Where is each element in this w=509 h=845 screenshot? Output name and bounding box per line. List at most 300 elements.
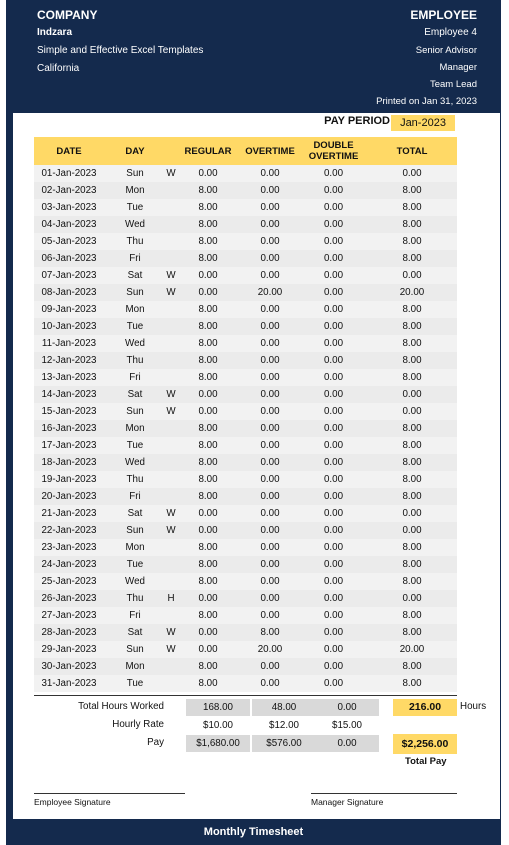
- cell-double-overtime[interactable]: 0.00: [300, 352, 367, 369]
- cell-total[interactable]: 0.00: [367, 403, 457, 420]
- cell-regular[interactable]: 8.00: [176, 488, 240, 505]
- cell-day[interactable]: Sun: [104, 522, 166, 539]
- cell-double-overtime[interactable]: 0.00: [300, 301, 367, 318]
- table-row: [34, 182, 457, 199]
- cell-double-overtime[interactable]: 0.00: [300, 267, 367, 284]
- cell-flag[interactable]: [166, 454, 176, 471]
- cell-regular[interactable]: 8.00: [176, 437, 240, 454]
- cell-double-overtime[interactable]: 0.00: [300, 216, 367, 233]
- cell-flag[interactable]: [166, 675, 176, 692]
- col-overtime: OVERTIME: [240, 137, 300, 165]
- cell-date[interactable]: 08-Jan-2023: [34, 284, 104, 301]
- cell-regular[interactable]: 8.00: [176, 539, 240, 556]
- cell-overtime[interactable]: 0.00: [240, 250, 300, 267]
- rate-overtime: $12.00: [252, 717, 316, 734]
- cell-flag[interactable]: [166, 556, 176, 573]
- cell-total[interactable]: 20.00: [367, 641, 457, 658]
- cell-day[interactable]: Thu: [104, 471, 166, 488]
- cell-day[interactable]: Wed: [104, 573, 166, 590]
- cell-double-overtime[interactable]: 0.00: [300, 233, 367, 250]
- employee-title: Senior Advisor: [415, 45, 477, 56]
- footer-title: Monthly Timesheet: [203, 826, 304, 838]
- cell-regular[interactable]: 8.00: [176, 573, 240, 590]
- cell-overtime[interactable]: 0.00: [240, 199, 300, 216]
- cell-date[interactable]: 03-Jan-2023: [34, 199, 104, 216]
- cell-flag[interactable]: [166, 607, 176, 624]
- cell-total[interactable]: 8.00: [367, 369, 457, 386]
- col-day: DAY: [104, 137, 166, 165]
- cell-date[interactable]: 09-Jan-2023: [34, 301, 104, 318]
- cell-total[interactable]: 8.00: [367, 318, 457, 335]
- cell-date[interactable]: 15-Jan-2023: [34, 403, 104, 420]
- cell-regular[interactable]: 8.00: [176, 182, 240, 199]
- employee-block: [376, 6, 477, 110]
- cell-total[interactable]: 8.00: [367, 675, 457, 692]
- cell-day[interactable]: Fri: [104, 369, 166, 386]
- rate-regular: $10.00: [186, 717, 250, 734]
- cell-overtime[interactable]: 0.00: [240, 420, 300, 437]
- cell-day[interactable]: Mon: [104, 182, 166, 199]
- cell-total[interactable]: 20.00: [367, 284, 457, 301]
- table-row: [34, 369, 457, 386]
- cell-flag[interactable]: H: [166, 590, 176, 607]
- cell-double-overtime[interactable]: 0.00: [300, 250, 367, 267]
- cell-overtime[interactable]: 20.00: [240, 641, 300, 658]
- cell-overtime[interactable]: 0.00: [240, 539, 300, 556]
- cell-day[interactable]: Sat: [104, 624, 166, 641]
- total-hours-label: Total Hours Worked: [78, 701, 164, 712]
- employee-heading: EMPLOYEE: [410, 8, 477, 22]
- table-row: [34, 420, 457, 437]
- cell-regular[interactable]: 0.00: [176, 284, 240, 301]
- company-tagline: Simple and Effective Excel Templates: [37, 45, 204, 56]
- cell-regular[interactable]: 8.00: [176, 335, 240, 352]
- total-pay-label: Total Pay: [405, 756, 447, 767]
- table-row: [34, 454, 457, 471]
- cell-total[interactable]: 8.00: [367, 573, 457, 590]
- total-overtime-hours: 48.00: [252, 699, 316, 716]
- cell-flag[interactable]: W: [166, 522, 176, 539]
- table-row: [34, 624, 457, 641]
- cell-flag[interactable]: [166, 301, 176, 318]
- cell-overtime[interactable]: 0.00: [240, 233, 300, 250]
- cell-total[interactable]: 8.00: [367, 454, 457, 471]
- cell-double-overtime[interactable]: 0.00: [300, 182, 367, 199]
- cell-day[interactable]: Mon: [104, 420, 166, 437]
- cell-total[interactable]: 0.00: [367, 522, 457, 539]
- cell-overtime[interactable]: 0.00: [240, 216, 300, 233]
- cell-double-overtime[interactable]: 0.00: [300, 675, 367, 692]
- table-row: [34, 301, 457, 318]
- cell-overtime[interactable]: 0.00: [240, 675, 300, 692]
- cell-double-overtime[interactable]: 0.00: [300, 539, 367, 556]
- cell-total[interactable]: 8.00: [367, 658, 457, 675]
- cell-double-overtime[interactable]: 0.00: [300, 437, 367, 454]
- cell-day[interactable]: Tue: [104, 437, 166, 454]
- cell-day[interactable]: Tue: [104, 675, 166, 692]
- pay-label: Pay: [147, 737, 164, 748]
- cell-overtime[interactable]: 20.00: [240, 284, 300, 301]
- cell-total[interactable]: 8.00: [367, 250, 457, 267]
- cell-date[interactable]: 06-Jan-2023: [34, 250, 104, 267]
- company-name: Indzara: [37, 27, 73, 38]
- cell-flag[interactable]: W: [166, 386, 176, 403]
- cell-double-overtime[interactable]: 0.00: [300, 369, 367, 386]
- cell-flag[interactable]: [166, 352, 176, 369]
- col-double-overtime: DOUBLE OVERTIME: [300, 137, 367, 165]
- cell-flag[interactable]: W: [166, 165, 176, 182]
- cell-overtime[interactable]: 0.00: [240, 403, 300, 420]
- total-pay-value: $2,256.00: [393, 734, 457, 754]
- cell-overtime[interactable]: 0.00: [240, 352, 300, 369]
- cell-date[interactable]: 30-Jan-2023: [34, 658, 104, 675]
- timesheet-table: [34, 137, 457, 692]
- cell-date[interactable]: 29-Jan-2023: [34, 641, 104, 658]
- cell-overtime[interactable]: 0.00: [240, 386, 300, 403]
- hours-unit: Hours: [460, 701, 487, 712]
- pay-double: 0.00: [315, 735, 379, 752]
- cell-regular[interactable]: 8.00: [176, 420, 240, 437]
- col-total: TOTAL: [367, 137, 457, 165]
- cell-flag[interactable]: W: [166, 624, 176, 641]
- cell-regular[interactable]: 8.00: [176, 250, 240, 267]
- table-row: [34, 437, 457, 454]
- cell-double-overtime[interactable]: 0.00: [300, 522, 367, 539]
- cell-day[interactable]: Sun: [104, 641, 166, 658]
- cell-day[interactable]: Fri: [104, 607, 166, 624]
- table-row: [34, 318, 457, 335]
- cell-overtime[interactable]: 0.00: [240, 573, 300, 590]
- cell-date[interactable]: 23-Jan-2023: [34, 539, 104, 556]
- cell-double-overtime[interactable]: 0.00: [300, 607, 367, 624]
- cell-day[interactable]: Sun: [104, 165, 166, 182]
- col-regular: REGULAR: [176, 137, 240, 165]
- cell-day[interactable]: Fri: [104, 250, 166, 267]
- rate-double: $15.00: [315, 717, 379, 734]
- cell-total[interactable]: 8.00: [367, 488, 457, 505]
- cell-total[interactable]: 8.00: [367, 335, 457, 352]
- pay-period-label: PAY PERIOD: [324, 115, 390, 127]
- cell-double-overtime[interactable]: 0.00: [300, 454, 367, 471]
- table-row: [34, 165, 457, 182]
- employee-team-lead: Team Lead: [429, 79, 477, 90]
- cell-total[interactable]: 8.00: [367, 216, 457, 233]
- cell-day[interactable]: Mon: [104, 539, 166, 556]
- cell-date[interactable]: 28-Jan-2023: [34, 624, 104, 641]
- manager-signature-line: [311, 793, 457, 794]
- cell-flag[interactable]: [166, 199, 176, 216]
- cell-regular[interactable]: 8.00: [176, 607, 240, 624]
- cell-flag[interactable]: [166, 335, 176, 352]
- cell-date[interactable]: 18-Jan-2023: [34, 454, 104, 471]
- printed-date: Printed on Jan 31, 2023: [376, 96, 477, 107]
- cell-total[interactable]: 8.00: [367, 539, 457, 556]
- cell-total[interactable]: 0.00: [367, 386, 457, 403]
- cell-total[interactable]: 8.00: [367, 420, 457, 437]
- cell-day[interactable]: Tue: [104, 318, 166, 335]
- cell-day[interactable]: Wed: [104, 454, 166, 471]
- total-regular-hours: 168.00: [186, 699, 250, 716]
- cell-flag[interactable]: [166, 233, 176, 250]
- cell-date[interactable]: 22-Jan-2023: [34, 522, 104, 539]
- col-flag: [166, 137, 176, 165]
- table-row: [34, 284, 457, 301]
- cell-day[interactable]: Wed: [104, 216, 166, 233]
- table-row: [34, 556, 457, 573]
- timesheet-body: [34, 165, 457, 692]
- cell-day[interactable]: Sun: [104, 284, 166, 301]
- cell-overtime[interactable]: 0.00: [240, 607, 300, 624]
- cell-date[interactable]: 14-Jan-2023: [34, 386, 104, 403]
- company-block: [37, 6, 203, 78]
- cell-regular[interactable]: 0.00: [176, 641, 240, 658]
- cell-overtime[interactable]: 0.00: [240, 471, 300, 488]
- col-date: DATE: [34, 137, 104, 165]
- cell-date[interactable]: 05-Jan-2023: [34, 233, 104, 250]
- cell-day[interactable]: Sun: [104, 403, 166, 420]
- cell-regular[interactable]: 8.00: [176, 301, 240, 318]
- cell-flag[interactable]: [166, 420, 176, 437]
- cell-day[interactable]: Tue: [104, 199, 166, 216]
- cell-day[interactable]: Fri: [104, 488, 166, 505]
- cell-double-overtime[interactable]: 0.00: [300, 641, 367, 658]
- employee-name: Employee 4: [424, 27, 477, 38]
- cell-flag[interactable]: W: [166, 284, 176, 301]
- cell-double-overtime[interactable]: 0.00: [300, 573, 367, 590]
- cell-regular[interactable]: 0.00: [176, 403, 240, 420]
- cell-date[interactable]: 10-Jan-2023: [34, 318, 104, 335]
- summary-divider: [34, 695, 457, 696]
- company-location: California: [37, 63, 80, 74]
- cell-day[interactable]: Wed: [104, 335, 166, 352]
- cell-double-overtime[interactable]: 0.00: [300, 403, 367, 420]
- cell-date[interactable]: 11-Jan-2023: [34, 335, 104, 352]
- cell-regular[interactable]: 8.00: [176, 556, 240, 573]
- cell-flag[interactable]: W: [166, 403, 176, 420]
- pay-period: [13, 115, 500, 131]
- cell-total[interactable]: 0.00: [367, 590, 457, 607]
- pay-period-value[interactable]: Jan-2023: [391, 115, 455, 131]
- cell-flag[interactable]: [166, 182, 176, 199]
- cell-flag[interactable]: [166, 437, 176, 454]
- summary-row-hours: [13, 699, 500, 716]
- cell-total[interactable]: 8.00: [367, 199, 457, 216]
- cell-day[interactable]: Sat: [104, 505, 166, 522]
- summary-row-rate: [13, 717, 500, 734]
- table-row: [34, 352, 457, 369]
- cell-total[interactable]: 8.00: [367, 437, 457, 454]
- cell-regular[interactable]: 8.00: [176, 658, 240, 675]
- cell-flag[interactable]: [166, 539, 176, 556]
- cell-flag[interactable]: [166, 658, 176, 675]
- cell-flag[interactable]: [166, 369, 176, 386]
- table-header-row: [34, 137, 457, 165]
- cell-double-overtime[interactable]: 0.00: [300, 624, 367, 641]
- cell-double-overtime[interactable]: 0.00: [300, 488, 367, 505]
- cell-regular[interactable]: 8.00: [176, 454, 240, 471]
- summary-row-total-pay: [13, 754, 500, 771]
- table-row: [34, 505, 457, 522]
- cell-total[interactable]: 8.00: [367, 471, 457, 488]
- cell-date[interactable]: 25-Jan-2023: [34, 573, 104, 590]
- cell-day[interactable]: Mon: [104, 301, 166, 318]
- pay-overtime: $576.00: [252, 735, 316, 752]
- cell-date[interactable]: 31-Jan-2023: [34, 675, 104, 692]
- cell-double-overtime[interactable]: 0.00: [300, 658, 367, 675]
- total-double-hours: 0.00: [315, 699, 379, 716]
- cell-flag[interactable]: [166, 318, 176, 335]
- cell-total[interactable]: 8.00: [367, 233, 457, 250]
- cell-day[interactable]: Thu: [104, 233, 166, 250]
- table-row: [34, 641, 457, 658]
- cell-regular[interactable]: 0.00: [176, 590, 240, 607]
- cell-overtime[interactable]: 0.00: [240, 454, 300, 471]
- cell-double-overtime[interactable]: 0.00: [300, 420, 367, 437]
- total-hours-value: 216.00: [393, 699, 457, 716]
- cell-regular[interactable]: 0.00: [176, 165, 240, 182]
- cell-double-overtime[interactable]: 0.00: [300, 284, 367, 301]
- cell-total[interactable]: 8.00: [367, 352, 457, 369]
- cell-overtime[interactable]: 0.00: [240, 335, 300, 352]
- cell-total[interactable]: 8.00: [367, 607, 457, 624]
- cell-overtime[interactable]: 0.00: [240, 165, 300, 182]
- cell-overtime[interactable]: 8.00: [240, 624, 300, 641]
- cell-total[interactable]: 8.00: [367, 182, 457, 199]
- summary-row-pay: [13, 735, 500, 752]
- cell-flag[interactable]: [166, 573, 176, 590]
- table-row: [34, 573, 457, 590]
- cell-overtime[interactable]: 0.00: [240, 437, 300, 454]
- cell-date[interactable]: 26-Jan-2023: [34, 590, 104, 607]
- cell-overtime[interactable]: 0.00: [240, 590, 300, 607]
- table-row: [34, 488, 457, 505]
- cell-date[interactable]: 01-Jan-2023: [34, 165, 104, 182]
- cell-day[interactable]: Sat: [104, 386, 166, 403]
- cell-regular[interactable]: 0.00: [176, 267, 240, 284]
- cell-regular[interactable]: 8.00: [176, 369, 240, 386]
- cell-regular[interactable]: 8.00: [176, 352, 240, 369]
- cell-overtime[interactable]: 0.00: [240, 182, 300, 199]
- cell-double-overtime[interactable]: 0.00: [300, 505, 367, 522]
- timesheet-sheet: [13, 113, 500, 819]
- cell-double-overtime[interactable]: 0.00: [300, 165, 367, 182]
- table-row: [34, 216, 457, 233]
- cell-flag[interactable]: W: [166, 267, 176, 284]
- cell-flag[interactable]: [166, 471, 176, 488]
- cell-flag[interactable]: W: [166, 505, 176, 522]
- cell-overtime[interactable]: 0.00: [240, 505, 300, 522]
- cell-overtime[interactable]: 0.00: [240, 301, 300, 318]
- table-row: [34, 267, 457, 284]
- cell-flag[interactable]: [166, 250, 176, 267]
- cell-date[interactable]: 27-Jan-2023: [34, 607, 104, 624]
- cell-total[interactable]: 8.00: [367, 624, 457, 641]
- cell-date[interactable]: 07-Jan-2023: [34, 267, 104, 284]
- cell-day[interactable]: Tue: [104, 556, 166, 573]
- employee-signature: [34, 793, 185, 807]
- cell-day[interactable]: Sat: [104, 267, 166, 284]
- cell-overtime[interactable]: 0.00: [240, 318, 300, 335]
- cell-regular[interactable]: 8.00: [176, 471, 240, 488]
- cell-date[interactable]: 19-Jan-2023: [34, 471, 104, 488]
- manager-signature: [311, 793, 457, 807]
- table-row: [34, 403, 457, 420]
- table-row: [34, 539, 457, 556]
- cell-flag[interactable]: W: [166, 641, 176, 658]
- cell-overtime[interactable]: 0.00: [240, 556, 300, 573]
- cell-date[interactable]: 24-Jan-2023: [34, 556, 104, 573]
- cell-date[interactable]: 21-Jan-2023: [34, 505, 104, 522]
- table-row: [34, 522, 457, 539]
- employee-signature-line: [34, 793, 185, 794]
- cell-flag[interactable]: [166, 488, 176, 505]
- cell-regular[interactable]: 8.00: [176, 675, 240, 692]
- cell-regular[interactable]: 8.00: [176, 318, 240, 335]
- cell-double-overtime[interactable]: 0.00: [300, 386, 367, 403]
- table-row: [34, 471, 457, 488]
- cell-regular[interactable]: 0.00: [176, 505, 240, 522]
- cell-day[interactable]: Thu: [104, 352, 166, 369]
- cell-double-overtime[interactable]: 0.00: [300, 335, 367, 352]
- hourly-rate-label: Hourly Rate: [112, 719, 164, 730]
- cell-double-overtime[interactable]: 0.00: [300, 199, 367, 216]
- table-row: [34, 658, 457, 675]
- cell-total[interactable]: 8.00: [367, 556, 457, 573]
- cell-double-overtime[interactable]: 0.00: [300, 471, 367, 488]
- cell-day[interactable]: Thu: [104, 590, 166, 607]
- cell-date[interactable]: 02-Jan-2023: [34, 182, 104, 199]
- cell-regular[interactable]: 0.00: [176, 386, 240, 403]
- cell-date[interactable]: 20-Jan-2023: [34, 488, 104, 505]
- cell-double-overtime[interactable]: 0.00: [300, 318, 367, 335]
- table-row: [34, 590, 457, 607]
- cell-regular[interactable]: 0.00: [176, 522, 240, 539]
- cell-total[interactable]: 8.00: [367, 301, 457, 318]
- cell-day[interactable]: Mon: [104, 658, 166, 675]
- table-row: [34, 250, 457, 267]
- cell-overtime[interactable]: 0.00: [240, 369, 300, 386]
- table-row: [34, 607, 457, 624]
- cell-double-overtime[interactable]: 0.00: [300, 556, 367, 573]
- cell-total[interactable]: 0.00: [367, 267, 457, 284]
- cell-overtime[interactable]: 0.00: [240, 522, 300, 539]
- cell-regular[interactable]: 8.00: [176, 233, 240, 250]
- table-row: [34, 233, 457, 250]
- cell-date[interactable]: 12-Jan-2023: [34, 352, 104, 369]
- cell-date[interactable]: 13-Jan-2023: [34, 369, 104, 386]
- employee-signature-label: Employee Signature: [34, 797, 111, 807]
- cell-overtime[interactable]: 0.00: [240, 267, 300, 284]
- table-row: [34, 386, 457, 403]
- table-row: [34, 335, 457, 352]
- cell-date[interactable]: 16-Jan-2023: [34, 420, 104, 437]
- company-heading: COMPANY: [37, 8, 98, 22]
- table-row: [34, 675, 457, 692]
- manager-signature-label: Manager Signature: [311, 797, 384, 807]
- cell-double-overtime[interactable]: 0.00: [300, 590, 367, 607]
- cell-regular[interactable]: 8.00: [176, 199, 240, 216]
- cell-flag[interactable]: [166, 216, 176, 233]
- cell-overtime[interactable]: 0.00: [240, 658, 300, 675]
- cell-date[interactable]: 04-Jan-2023: [34, 216, 104, 233]
- cell-overtime[interactable]: 0.00: [240, 488, 300, 505]
- cell-date[interactable]: 17-Jan-2023: [34, 437, 104, 454]
- cell-regular[interactable]: 0.00: [176, 624, 240, 641]
- cell-regular[interactable]: 8.00: [176, 216, 240, 233]
- employee-manager: Manager: [439, 62, 477, 73]
- cell-total[interactable]: 0.00: [367, 505, 457, 522]
- cell-total[interactable]: 0.00: [367, 165, 457, 182]
